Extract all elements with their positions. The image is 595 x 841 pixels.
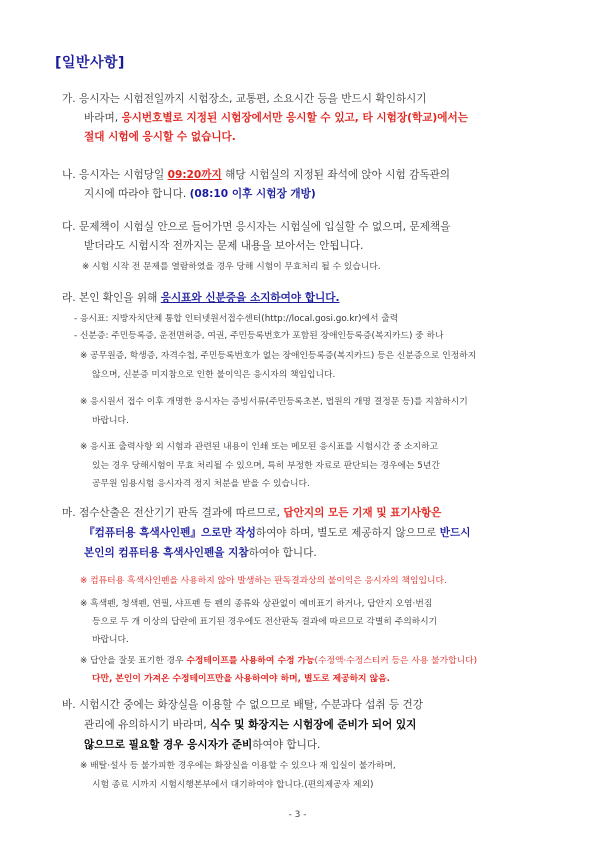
item-ra-note3a: ※ 응시표 출력사항 외 시험과 관련된 내용이 인쇄 또는 메모된 응시표를 시험시간 중 소지하고: [80, 442, 439, 452]
item-ra-note3c: 공무원 임용시험 응시자격 정지 처분을 받을 수 있습니다.: [92, 479, 310, 489]
item-ba-line1: 바. 시험시간 중에는 화장실을 이용할 수 없으므로 배탈, 수분과다 섭취 등 건강: [62, 699, 424, 711]
item-ba-note1b: 시험 종료 시까지 시험시행본부에서 대기하여야 합니다.(편의제공자 제외): [92, 780, 374, 790]
item-ra-bullet2: - 신분증: 주민등록증, 운전면허증, 여권, 주민등록번호가 포함된 장애인등록증(복지카드) 중 하나: [74, 331, 444, 341]
item-ma-note3b: 다만, 본인이 가져온 수정테이프만을 사용하여야 하며, 별도로 제공하지 않음.: [92, 674, 390, 684]
item-na-line2: 지시에 따라야 합니다. (08:10 이후 시험장 개방): [84, 188, 316, 200]
item-ra-bullet1: - 응시표: 지방자치단체 통합 인터넷원서접수센터(http://local.gosi.go.kr)에서 출력: [74, 314, 399, 324]
section-heading: [일반사항]: [55, 55, 125, 71]
item-ma-line1: 마. 점수산출은 전산기기 판독 결과에 따르므로, 답안지의 모든 기재 및 표기사항은: [62, 507, 442, 519]
page-number: - 3 -: [288, 810, 307, 820]
item-ga-line2: 바라며, 응시번호별로 지정된 시험장에서만 응시할 수 있고, 타 시험장(학교)에서는: [84, 112, 468, 124]
item-ma-note2c: 바랍니다.: [92, 635, 129, 645]
item-ma-note2a: ※ 흑색펜, 청색펜, 연필, 샤프펜 등 펜의 종류와 상관없이 예비표기 하거나, 답안지 오염·번짐: [80, 599, 433, 609]
item-da-line1: 다. 문제책이 시험실 안으로 들어가면 응시자는 시험실에 입실할 수 없으며, 문제책을: [62, 221, 451, 233]
item-ra-note2a: ※ 응시원서 접수 이후 개명한 응시자는 증빙서류(주민등록초본, 법원의 개명 결정문 등)를 지참하시기: [80, 397, 468, 407]
item-ga-line3: 절대 시험에 응시할 수 없습니다.: [84, 131, 236, 143]
item-ba-note1a: ※ 배탈·설사 등 불가피한 경우에는 화장실을 이용할 수 있으나 재 입실이 불가하며,: [80, 761, 396, 771]
item-ma-line2: 『컴퓨터용 흑색사인펜』으로만 작성하여야 하며, 별도로 제공하지 않으므로 반드시: [84, 527, 471, 539]
item-ma-note1: ※ 컴퓨터용 흑색사인펜을 사용하지 않아 발생하는 판독결과상의 불이익은 응시자의 책임입니다.: [80, 576, 447, 586]
item-ra-note2b: 바랍니다.: [92, 416, 129, 426]
item-ra-line1: 라. 본인 확인을 위해 응시표와 신분증을 소지하여야 합니다.: [62, 292, 340, 304]
item-ra-note1a: ※ 공무원증, 학생증, 자격수첩, 주민등록번호가 없는 장애인등록증(복지카드) 등은 신분증으로 인정하지: [80, 351, 477, 361]
item-ba-line2: 관리에 유의하시기 바라며, 식수 및 화장지는 시험장에 준비가 되어 있지: [84, 719, 417, 731]
item-ga-line1: 가. 응시자는 시험전일까지 시험장소, 교통편, 소요시간 등을 반드시 확인하시기: [62, 93, 427, 105]
item-ma-note3a: ※ 답안을 잘못 표기한 경우 수정테이프를 사용하여 수정 가능(수정액·수정스티커 등은 사용 불가합니다): [80, 656, 478, 666]
item-ba-line3: 않으므로 필요할 경우 응시자가 준비하여야 합니다.: [84, 739, 321, 751]
item-na-line1: 나. 응시자는 시험당일 09:20까지 해당 시험실의 지정된 좌석에 앉아 시험 감독관의: [62, 169, 451, 181]
item-da-line2: 받더라도 시험시작 전까지는 문제 내용을 보아서는 안됩니다.: [84, 240, 364, 252]
item-ma-note2b: 등으로 두 개 이상의 답란에 표기된 경우에도 전산판독 결과에 따르므로 각별히 주의하시기: [92, 617, 438, 627]
item-ra-note1b: 않으며, 신분증 미지참으로 인한 불이익은 응시자의 책임입니다.: [92, 370, 336, 380]
item-ra-note3b: 있는 경우 당해시험이 무효 처리될 수 있으며, 특히 부정한 자료로 판단되는 경우에는 5년간: [92, 461, 440, 471]
item-ma-line3: 본인의 컴퓨터용 흑색사인펜을 지참하여야 합니다.: [84, 547, 317, 559]
item-da-note: ※ 시험 시작 전 문제를 열람하였을 경우 당해 시험이 무효처리 될 수 있습니다.: [82, 262, 381, 272]
